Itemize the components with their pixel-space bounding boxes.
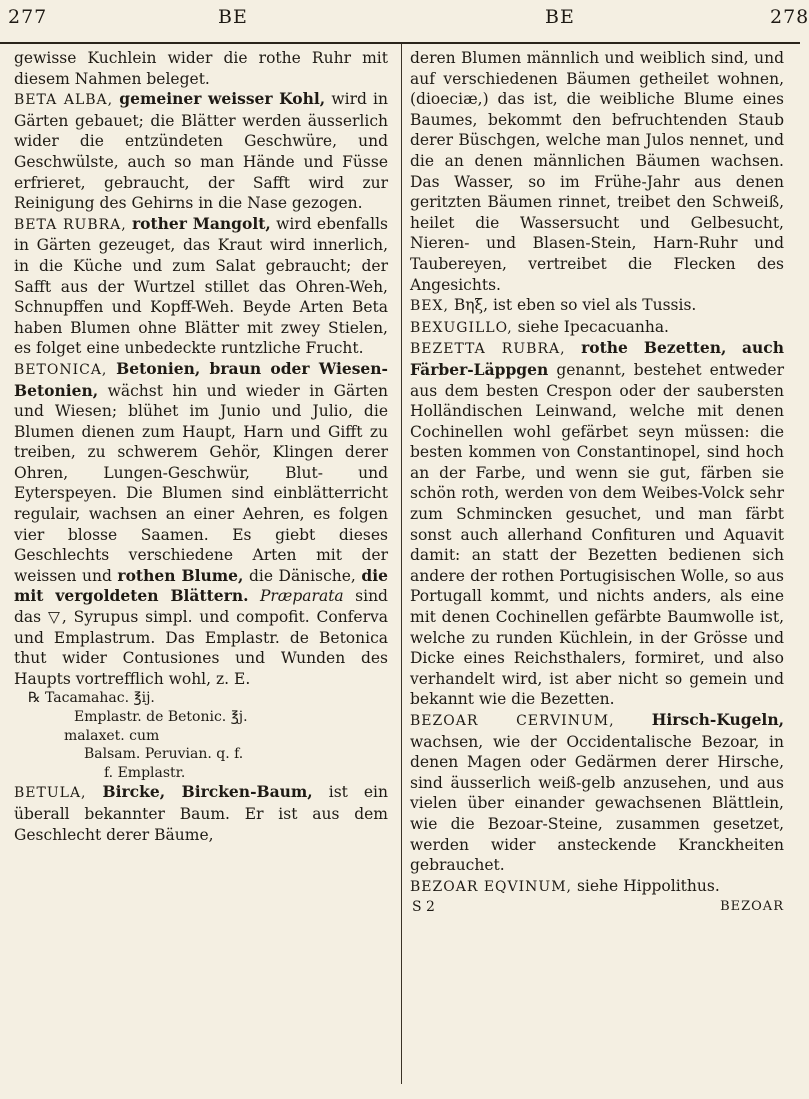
entry-beta-rubra xyxy=(14,214,388,359)
entry-german-name: rother Mangolt, xyxy=(132,213,271,233)
entry-betula xyxy=(14,782,388,845)
entry-german-name: Bircke, Bircken-Baum, xyxy=(102,782,313,802)
running-head-left: BE xyxy=(218,6,248,28)
signature-mark: S 2 xyxy=(412,899,435,916)
entry-alt-name: auch Färber-Läppgen xyxy=(410,338,784,379)
entry-text: ist ein überall bekannter Baum. Er ist aus dem Geschlecht derer Bäume, xyxy=(14,783,388,844)
page-number-right: 278 xyxy=(770,6,809,28)
entry-emphasis: die mit vergoldeten Blättern. xyxy=(14,565,388,606)
entry-bezoar-cervinum xyxy=(410,710,784,876)
column-divider xyxy=(401,44,402,1084)
entry-text: Bηξ, ist eben so viel als Tussis. xyxy=(453,296,697,315)
entry-term: BEX, xyxy=(410,298,449,315)
entry-term: BEZOAR EQVINUM, xyxy=(410,878,572,895)
recipe-line: ℞ Tacamahac. ℥ij. xyxy=(28,690,155,707)
entry-latin-lead: Præparata xyxy=(259,587,344,606)
entry-text: siehe Ipecacuanha. xyxy=(517,317,669,336)
entry-text: wachsen, wie der Occidentalische Bezoar, in denen Magen oder Gedärmen derer Hirsche, sind äusserlich weiß-gelb anzusehen, und aus vielen über einander gewachsenen Blättlein, wie die Bezoar-Steine, zusammen gesetzet, werden wider ansteckende Kranckheiten gebrauchet. xyxy=(410,732,784,875)
left-column xyxy=(14,48,388,845)
entry-german-name: Betonien, braun oder Wiesen-Betonien, xyxy=(14,358,388,400)
entry-german-name: gemeiner weisser Kohl, xyxy=(119,89,326,109)
entry-text: wird in Gärten gebauet; die Blätter werden äusserlich wider die entzündeten Geschwüre, und Geschwülste, auch so man Hände und Füsse erfrieret, gebraucht, der Safft wird zur Reinigung des Gehirns in die Nase gezogen. xyxy=(14,90,388,213)
entry-text: wächst hin und wieder in Gärten und Wiesen; blühet im Junio und Julio, die Blumen dienen zum Haupt, Harn und Gifft zu treiben, zu schwerem Gehör, Klingen derer Ohren, Lungen-Geschwür, Blut- und Eyterspeyen. Die Blumen sind einblätterricht regulair, wachsen an einer Aehren, es folgen vier blosse Saamen. Es giebt dieses Geschlechts verschiedene Arten mit der weissen und xyxy=(14,381,388,585)
entry-bezoar-eqvinum xyxy=(410,876,784,898)
entry-term: BETONICA, xyxy=(14,361,108,378)
recipe-line: f. Emplastr. xyxy=(104,764,186,781)
entry-term: BEXUGILLO, xyxy=(410,319,513,336)
paragraph-intro: gewisse Kuchlein wider die rothe Ruhr mit diesem Nahmen beleget. xyxy=(14,49,388,88)
entry-term: BEZETTA RUBRA, xyxy=(410,341,566,358)
recipe-line: Balsam. Peruvian. q. f. xyxy=(84,746,244,763)
entry-term: BETA RUBRA, xyxy=(14,216,127,233)
entry-beta-alba xyxy=(14,89,388,214)
entry-text: sind das ▽, Syrupus simpl. und compofit. Conferva und Emplastrum. Das Emplastr. de Betonica thut wider Contusiones und Wunden des Haupts vortrefflich wohl, z. E. xyxy=(14,587,388,688)
entry-bex xyxy=(410,295,784,317)
entry-bezetta xyxy=(410,338,784,710)
recipe-line: Emplastr. de Betonic. ℥j. xyxy=(74,709,248,725)
entry-betonica xyxy=(14,359,388,690)
right-column xyxy=(410,48,784,918)
entry-german-name: Hirsch-Kugeln, xyxy=(651,710,784,729)
running-head-right: BE xyxy=(545,6,575,28)
page-number-left: 277 xyxy=(8,6,48,28)
entry-bexugillo xyxy=(410,317,784,339)
entry-text: genannt, bestehet entweder aus dem besten Crespon oder der saubersten Holländischen Leinwand, welche mit denen Cochinellen wohl gefärbet seyn müssen: die besten kommen von Constantinopel, sind hoch an der Farbe, und wenn sie gut, färben sie schön roth, werden von dem Weibes-Volck sehr zum Schmincken gesuchet, und man färbt sonst auch allerhand Confituren und Aquavit damit: an statt der Bezetten bedienen sich andere der rothen Portugisischen Wolle, so aus Portugall kommt, und nichts anders, als eine mit denen Cochinellen gefärbte Baumwolle ist, welche zu runden Küchlein, in der Grösse und Dicke eines Reichsthalers, formiret, und also verhandelt wird, ist aber nicht so gemein und bekannt wie die Bezetten. xyxy=(410,360,784,709)
catchword: BEZOAR xyxy=(720,899,784,915)
entry-german-name: rothe Bezetten, xyxy=(581,338,727,358)
entry-term: BETULA, xyxy=(14,785,87,802)
entry-text: wird ebenfalls in Gärten gezeuget, das Kraut wird innerlich, in die Küche und zum Salat gebraucht; der Safft aus der Wurtzel stillet das Ohren-Weh, Schnupffen und Kopff-Weh. Beyde Arten Beta haben Blumen ohne Blätter mit zwey Stielen, es folget eine unbedeckte runtzliche Frucht. xyxy=(14,214,388,358)
entry-text: siehe Hippolithus. xyxy=(576,876,720,895)
page-header xyxy=(0,0,809,44)
page-footer xyxy=(410,897,784,918)
recipe-line: malaxet. cum xyxy=(64,727,160,744)
entry-emphasis: rothen Blume, xyxy=(117,565,244,585)
paragraph-continued: deren Blumen männlich und weiblich sind, und auf verschiedenen Bäumen getheilet wohnen, (dioeciæ,) das ist, die weibliche Blume eines Baumes, bekommt den befruchtenden Staub derer Büschgen, welche man Julos nennet, und die an denen männlichen Bäumen wachsen. Das Wasser, so im Frühe-Jahr aus denen geritzten Bäumen rinnet, treibet den Schweiß, heilet die Wassersucht und Gelbesucht, Nieren- und Blasen-Stein, Harn-Ruhr und Taubereyen, vertreibet die Flecken des Angesichts. xyxy=(410,49,784,294)
entry-text: die Dänische, xyxy=(248,566,356,585)
entry-term: BEZOAR CERVINUM, xyxy=(410,713,615,729)
entry-term: BETA ALBA, xyxy=(14,92,114,109)
